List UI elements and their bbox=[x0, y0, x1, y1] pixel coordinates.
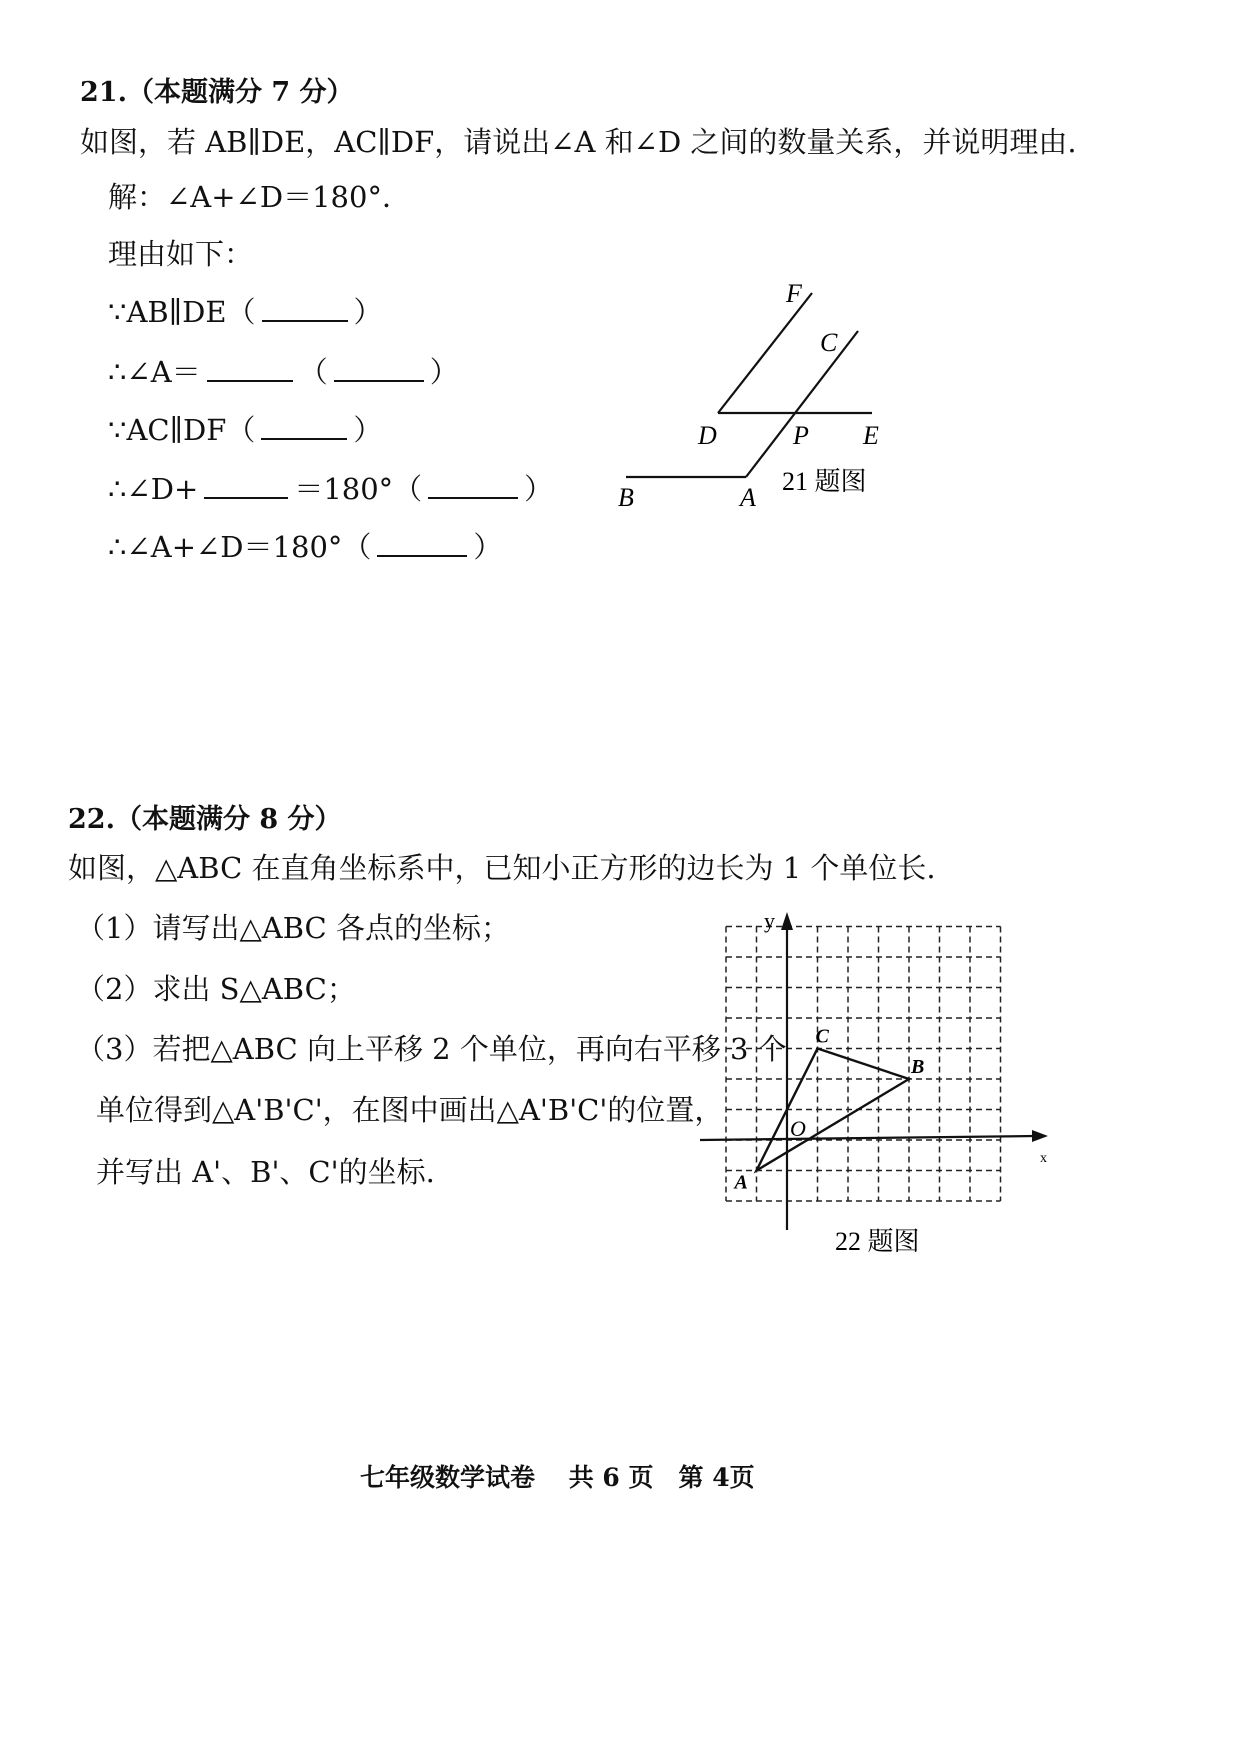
step-text: ） bbox=[524, 472, 554, 506]
label-p: P bbox=[793, 421, 809, 450]
step-text: ） bbox=[429, 355, 459, 389]
figure-caption: 22 题图 bbox=[835, 1227, 920, 1256]
step-text: ＝180°（ bbox=[294, 472, 423, 506]
q21-step-5 bbox=[108, 525, 502, 566]
q21-step-4 bbox=[108, 467, 553, 508]
label-e: E bbox=[863, 421, 879, 450]
q22-part-3-end: 并写出 A'、B'、C'的坐标. bbox=[96, 1155, 435, 1189]
answer-blank[interactable] bbox=[262, 292, 348, 322]
step-text: ∵AB∥DE（ bbox=[108, 295, 256, 329]
q21-problem: 如图，若 AB∥DE，AC∥DF，请说出∠A 和∠D 之间的数量关系，并说明理由. bbox=[80, 125, 1077, 159]
step-text: ∴∠A＝ bbox=[108, 355, 201, 389]
line-ac bbox=[746, 331, 858, 477]
q21-figure bbox=[600, 270, 920, 530]
q21-step-1 bbox=[108, 290, 383, 331]
step-text: ∴∠D+ bbox=[108, 472, 199, 506]
label-d: D bbox=[698, 421, 717, 450]
figure-caption: 21 题图 bbox=[782, 467, 867, 496]
axis-y-label: y bbox=[764, 908, 775, 933]
q22-header: 22.（本题满分 8 分） bbox=[68, 804, 342, 835]
label-b: B bbox=[618, 483, 634, 512]
q22-part-3: （3）若把△ABC 向上平移 2 个单位，再向右平移 3 个 bbox=[76, 1032, 787, 1066]
answer-blank[interactable] bbox=[428, 469, 518, 499]
point-label-a: A bbox=[734, 1171, 748, 1194]
answer-blank[interactable] bbox=[377, 527, 467, 557]
origin-label: O bbox=[790, 1116, 806, 1141]
axis-x-label: x bbox=[1040, 1151, 1047, 1166]
q21-header: 21.（本题满分 7 分） bbox=[80, 77, 354, 108]
q21-reason-intro: 理由如下： bbox=[108, 237, 254, 271]
line-df bbox=[718, 293, 812, 413]
q22-part-2: （2）求出 S△ABC； bbox=[76, 972, 356, 1006]
y-axis bbox=[781, 912, 793, 1230]
q22-problem: 如图，△ABC 在直角坐标系中，已知小正方形的边长为 1 个单位长. bbox=[68, 851, 936, 885]
step-text: （ bbox=[298, 355, 328, 389]
page-footer: 七年级数学试卷 共 6 页 第 4页 bbox=[360, 1463, 755, 1492]
step-text: ∵AC∥DF（ bbox=[108, 413, 256, 447]
label-a: A bbox=[740, 483, 756, 512]
label-f: F bbox=[786, 279, 802, 308]
step-text: ） bbox=[353, 295, 383, 329]
q22-figure bbox=[690, 900, 1060, 1270]
q21-step-3 bbox=[108, 408, 382, 449]
point-label-c: C bbox=[815, 1025, 829, 1048]
step-text: ） bbox=[473, 530, 503, 564]
step-text: ） bbox=[353, 413, 383, 447]
q22-part-3-cont: 单位得到△A'B'C'，在图中画出△A'B'C'的位置， bbox=[96, 1093, 724, 1127]
q21-step-2 bbox=[108, 350, 459, 391]
answer-blank[interactable] bbox=[207, 352, 293, 382]
answer-blank[interactable] bbox=[261, 410, 347, 440]
point-label-b: B bbox=[911, 1056, 925, 1078]
x-axis bbox=[700, 1130, 1048, 1142]
step-text: ∴∠A+∠D＝180°（ bbox=[108, 530, 372, 564]
answer-blank[interactable] bbox=[334, 352, 424, 382]
q21-answer: 解：∠A+∠D＝180°． bbox=[108, 180, 411, 214]
q22-part-1: （1）请写出△ABC 各点的坐标； bbox=[76, 911, 510, 945]
label-c: C bbox=[820, 328, 838, 357]
answer-blank[interactable] bbox=[204, 469, 288, 499]
